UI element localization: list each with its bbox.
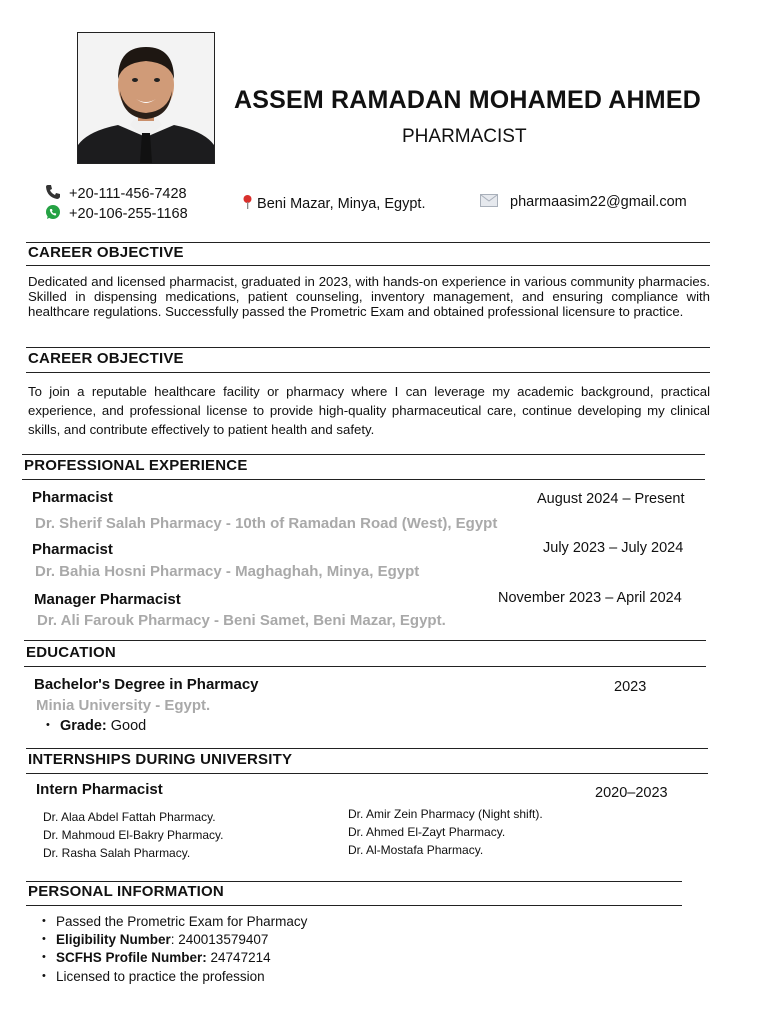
section-heading-personal-info: PERSONAL INFORMATION [28,883,224,900]
phone-1 [45,184,187,204]
job-title: Pharmacist [32,541,113,558]
divider [22,454,705,455]
internship-pharmacy: Dr. Al-Mostafa Pharmacy. [348,843,484,857]
internship-pharmacy: Dr. Mahmoud El-Bakry Pharmacy. [43,828,224,842]
divider [26,881,682,882]
job-dates: July 2023 – July 2024 [543,540,684,556]
university-name: Minia University - Egypt. [36,697,211,714]
eligibility-value: : 240013579407 [170,932,269,947]
email [480,194,687,211]
divider [24,666,706,667]
phone-1-number: +20-111-456-7428 [69,185,187,202]
grade-item [60,718,146,734]
internship-pharmacy: Dr. Ahmed El-Zayt Pharmacy. [348,825,506,839]
divider [24,640,706,641]
divider [26,748,708,749]
job-company: Dr. Bahia Hosni Pharmacy - Maghaghah, Minya, Egypt [35,563,420,580]
personal-info-item: • Licensed to practice the profession [56,969,265,984]
internship-role: Intern Pharmacist [36,781,163,798]
divider [26,265,710,266]
job-title: Pharmacist [32,489,113,506]
divider [26,773,708,774]
personal-info-item [56,950,271,965]
internship-years: 2020–2023 [595,785,668,801]
internship-pharmacy: Dr. Amir Zein Pharmacy (Night shift). [348,807,543,821]
career-objective-text: Dedicated and licensed pharmacist, graduated in 2023, with hands-on experience in various community pharmacies. Skilled in dispensing medications, patient counseling, inventory management, and ensuring compliance with healthcare regulations. Successfully passed the Prometric Exam and obtained professional licensure to practice. [28,274,710,319]
divider [26,905,682,906]
section-heading-career-objective: CAREER OBJECTIVE [28,244,184,261]
divider [26,347,710,348]
job-title: Manager Pharmacist [34,591,181,608]
email-text: pharmaasim22@gmail.com [510,194,687,211]
location-text: Beni Mazar, Minya, Egypt. [257,195,426,212]
whatsapp-icon [45,204,61,224]
profile-photo [77,32,215,164]
scfhs-value: 24747214 [206,950,271,965]
phone-2-number: +20-106-255-1168 [69,205,188,222]
section-heading-career-objective-2: CAREER OBJECTIVE [28,350,184,367]
personal-info-item: • Passed the Prometric Exam for Pharmacy [56,914,307,929]
job-company: Dr. Ali Farouk Pharmacy - Beni Samet, Beni Mazar, Egypt. [37,612,446,629]
graduation-year: 2023 [614,679,647,695]
degree-title: Bachelor's Degree in Pharmacy [34,676,259,693]
job-dates: November 2023 – April 2024 [498,590,682,606]
phone-2 [45,204,188,224]
scfhs-label: SCFHS Profile Number: [56,950,207,965]
career-objective-2-text: To join a reputable healthcare facility or pharmacy where I can leverage my academic background, practical experience, and professional license to provide high-quality pharmaceutical care, continue developing my clinical skills, and contribute effectively to patient health and safety. [28,384,710,437]
eligibility-label: Eligibility Number [56,932,171,947]
divider [26,372,710,373]
divider [22,479,705,480]
section-heading-education: EDUCATION [26,644,116,661]
candidate-title: PHARMACIST [402,126,527,147]
location [242,194,425,214]
map-pin-icon [242,194,253,214]
job-company: Dr. Sherif Salah Pharmacy - 10th of Ramadan Road (West), Egypt [35,515,498,532]
section-heading-internships: INTERNSHIPS DURING UNIVERSITY [28,751,293,768]
candidate-name: ASSEM RAMADAN MOHAMED AHMED [234,86,701,114]
divider [26,242,710,243]
envelope-icon [480,194,498,211]
grade-label: Grade: [60,718,107,734]
phone-icon [45,184,61,204]
grade-value: Good [106,718,147,734]
profile-photo-image [78,33,214,163]
job-dates: August 2024 – Present [537,491,685,507]
personal-info-item [56,932,268,947]
internship-pharmacy: Dr. Alaa Abdel Fattah Pharmacy. [43,810,216,824]
section-heading-experience: PROFESSIONAL EXPERIENCE [24,457,248,474]
internship-pharmacy: Dr. Rasha Salah Pharmacy. [43,846,191,860]
